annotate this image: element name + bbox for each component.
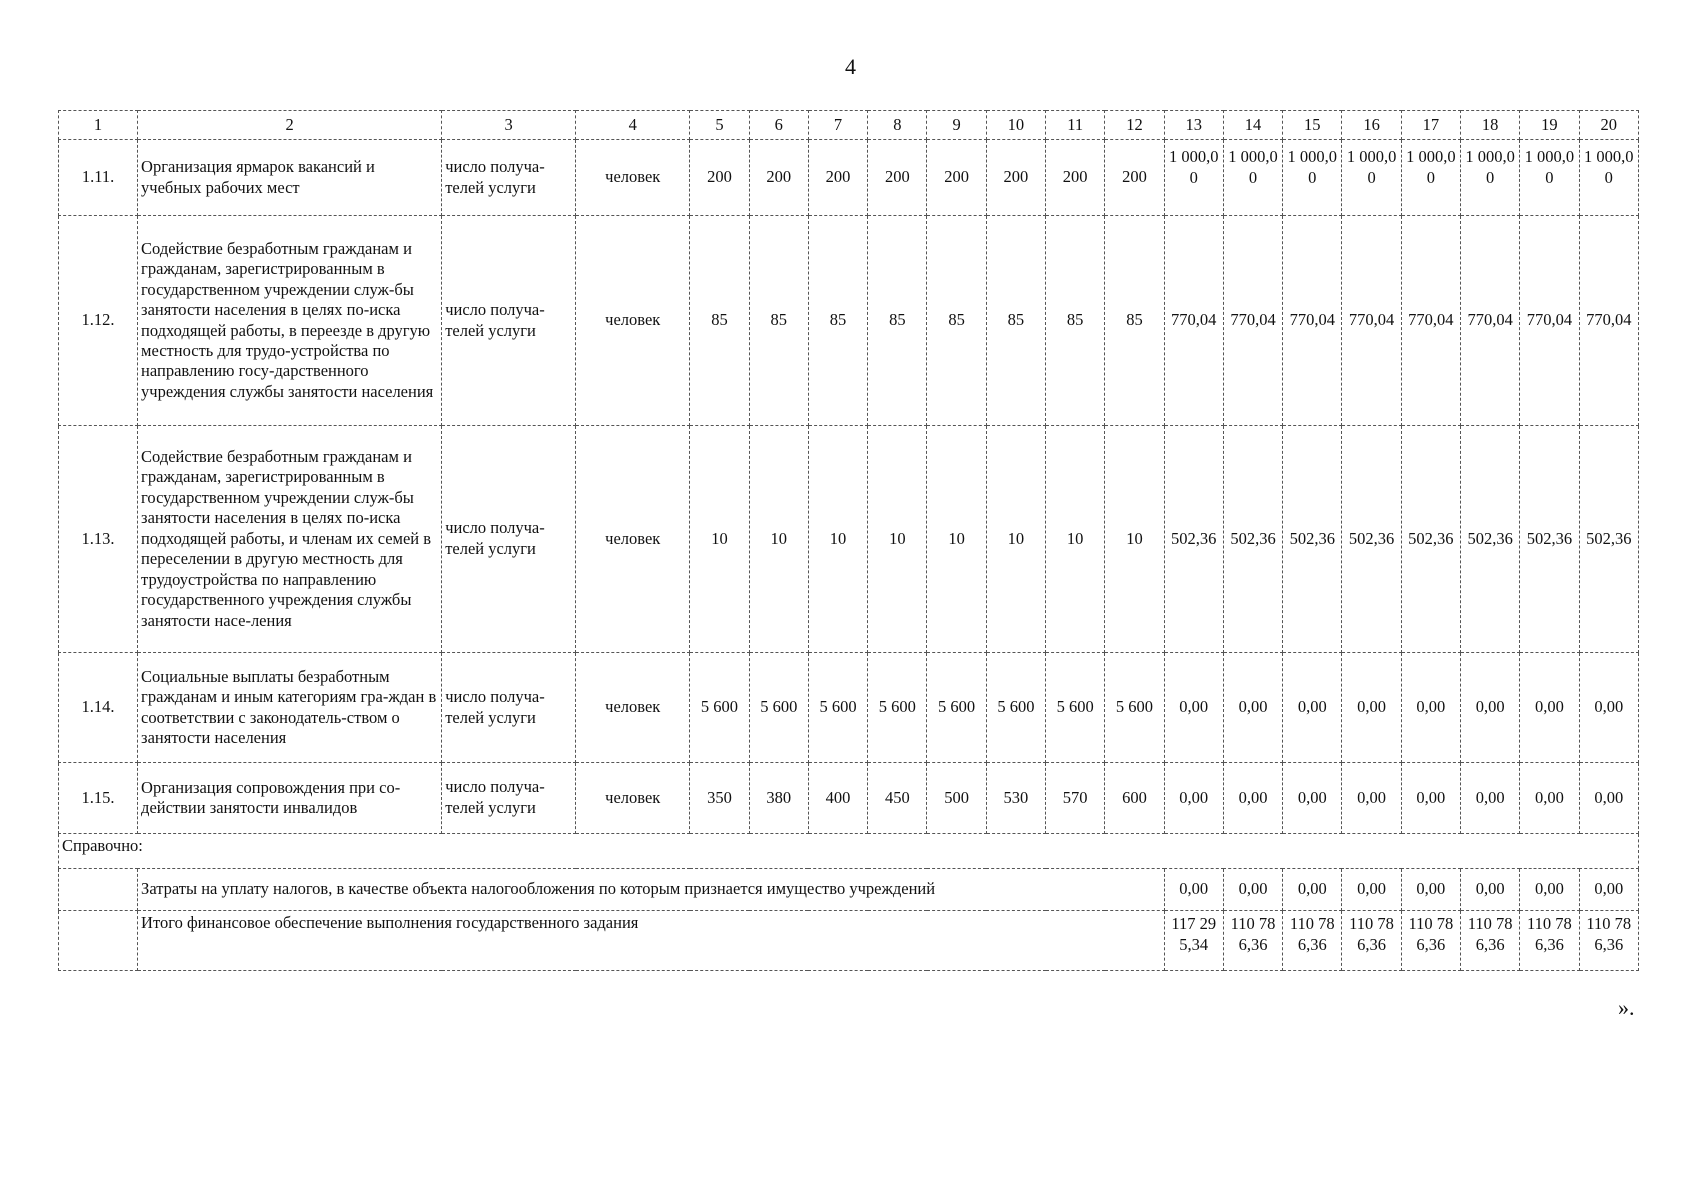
value-cell: 500 [927,763,986,834]
value-cell: 200 [1046,140,1105,216]
value-cell: 85 [986,216,1045,426]
closing-quote-mark: ». [1618,995,1635,1020]
column-header: 8 [868,111,927,140]
column-header: 14 [1223,111,1282,140]
row-number: 1.11. [59,140,138,216]
indicator-name: число получа-телей услуги [442,216,576,426]
reference-label: Справочно: [59,834,1639,869]
column-header: 15 [1283,111,1342,140]
cost-cell: 0,00 [1283,869,1342,911]
table-row [59,140,1639,216]
value-cell: 5 600 [690,653,749,763]
column-header: 19 [1520,111,1579,140]
table-row [59,653,1639,763]
cost-cell: 0,00 [1342,763,1401,834]
cost-cell: 770,04 [1520,216,1579,426]
total-cost-cell: 110 786,36 [1401,911,1460,971]
total-row-label: Итого финансовое обеспечение выполнения государственного задания [138,911,1165,971]
cost-cell: 502,36 [1460,426,1519,653]
column-header: 4 [576,111,690,140]
cost-cell: 502,36 [1342,426,1401,653]
cost-cell: 0,00 [1164,653,1223,763]
cost-cell: 1 000,00 [1342,140,1401,216]
value-cell: 200 [986,140,1045,216]
cost-cell: 0,00 [1520,653,1579,763]
row-number: 1.14. [59,653,138,763]
cost-cell: 0,00 [1164,869,1223,911]
cost-cell: 1 000,00 [1460,140,1519,216]
cost-cell: 0,00 [1164,763,1223,834]
value-cell: 200 [808,140,867,216]
total-cost-cell: 110 786,36 [1283,911,1342,971]
column-header: 16 [1342,111,1401,140]
page-number: 4 [845,54,856,79]
column-header: 1 [59,111,138,140]
financial-table [58,110,1639,971]
column-header: 13 [1164,111,1223,140]
service-name: Организация сопровождения при со-действии занятости инвалидов [138,763,442,834]
reference-row [59,834,1639,869]
value-cell: 10 [1105,426,1164,653]
column-header: 9 [927,111,986,140]
unit-of-measure: человек [576,426,690,653]
value-cell: 350 [690,763,749,834]
row-number: 1.13. [59,426,138,653]
service-name: Социальные выплаты безработным гражданам и иным категориям гра-ждан в соответствии с законодатель-ством о занятости населения [138,653,442,763]
cost-cell: 502,36 [1520,426,1579,653]
indicator-name: число получа-телей услуги [442,763,576,834]
value-cell: 85 [1046,216,1105,426]
cost-cell: 0,00 [1342,869,1401,911]
cost-cell: 0,00 [1579,653,1638,763]
cost-cell: 770,04 [1579,216,1638,426]
value-cell: 200 [927,140,986,216]
service-name: Содействие безработным гражданам и гражданам, зарегистрированным в государственном учреждении служ-бы занятости населения в целях по-иска подходящей работы, и членам их семей в переселении в другую местность для трудоустройства по направлению государственного учреждения службы занятости насе-ления [138,426,442,653]
column-header: 11 [1046,111,1105,140]
tax-row-label: Затраты на уплату налогов, в качестве объекта налогообложения по которым признается имущество учреждений [138,869,1165,911]
unit-of-measure: человек [576,216,690,426]
value-cell: 380 [749,763,808,834]
value-cell: 85 [927,216,986,426]
cost-cell: 1 000,00 [1164,140,1223,216]
value-cell: 200 [868,140,927,216]
value-cell: 530 [986,763,1045,834]
empty-cell [59,911,138,971]
value-cell: 10 [1046,426,1105,653]
empty-cell [59,869,138,911]
cost-cell: 502,36 [1223,426,1282,653]
indicator-name: число получа-телей услуги [442,653,576,763]
cost-cell: 770,04 [1164,216,1223,426]
total-cost-cell: 117 295,34 [1164,911,1223,971]
cost-cell: 0,00 [1460,653,1519,763]
value-cell: 85 [749,216,808,426]
column-header: 10 [986,111,1045,140]
value-cell: 570 [1046,763,1105,834]
cost-cell: 0,00 [1342,653,1401,763]
cost-cell: 0,00 [1460,869,1519,911]
column-header: 12 [1105,111,1164,140]
value-cell: 85 [1105,216,1164,426]
cost-cell: 0,00 [1223,869,1282,911]
column-header: 18 [1460,111,1519,140]
table-row [59,426,1639,653]
cost-cell: 0,00 [1579,763,1638,834]
cost-cell: 502,36 [1401,426,1460,653]
value-cell: 5 600 [1105,653,1164,763]
column-header: 5 [690,111,749,140]
indicator-name: число получа-телей услуги [442,426,576,653]
total-row [59,911,1639,971]
column-header: 3 [442,111,576,140]
cost-cell: 770,04 [1223,216,1282,426]
table-row [59,216,1639,426]
total-cost-cell: 110 786,36 [1520,911,1579,971]
cost-cell: 0,00 [1460,763,1519,834]
value-cell: 10 [986,426,1045,653]
value-cell: 85 [690,216,749,426]
value-cell: 5 600 [868,653,927,763]
column-header: 2 [138,111,442,140]
cost-cell: 0,00 [1283,763,1342,834]
value-cell: 10 [927,426,986,653]
service-name: Организация ярмарок вакансий и учебных рабочих мест [138,140,442,216]
unit-of-measure: человек [576,763,690,834]
cost-cell: 0,00 [1579,869,1638,911]
cost-cell: 1 000,00 [1401,140,1460,216]
value-cell: 10 [690,426,749,653]
unit-of-measure: человек [576,140,690,216]
table-row [59,763,1639,834]
indicator-name: число получа-телей услуги [442,140,576,216]
value-cell: 10 [868,426,927,653]
column-header-row [59,111,1639,140]
unit-of-measure: человек [576,653,690,763]
value-cell: 200 [690,140,749,216]
value-cell: 5 600 [1046,653,1105,763]
column-header: 6 [749,111,808,140]
value-cell: 10 [808,426,867,653]
value-cell: 85 [808,216,867,426]
value-cell: 400 [808,763,867,834]
cost-cell: 0,00 [1520,869,1579,911]
value-cell: 5 600 [927,653,986,763]
total-cost-cell: 110 786,36 [1460,911,1519,971]
service-name: Содействие безработным гражданам и гражданам, зарегистрированным в государственном учреждении служ-бы занятости населения в целях по-иска подходящей работы, в переезде в другую местность для трудо-устройства по направлению госу-дарственного учреждения службы занятости населения [138,216,442,426]
row-number: 1.15. [59,763,138,834]
column-header: 7 [808,111,867,140]
cost-cell: 770,04 [1342,216,1401,426]
cost-cell: 770,04 [1283,216,1342,426]
cost-cell: 502,36 [1164,426,1223,653]
total-cost-cell: 110 786,36 [1579,911,1638,971]
value-cell: 10 [749,426,808,653]
value-cell: 5 600 [808,653,867,763]
column-header: 17 [1401,111,1460,140]
total-cost-cell: 110 786,36 [1342,911,1401,971]
cost-cell: 0,00 [1223,763,1282,834]
cost-cell: 770,04 [1401,216,1460,426]
cost-cell: 502,36 [1283,426,1342,653]
column-header: 20 [1579,111,1638,140]
cost-cell: 1 000,00 [1579,140,1638,216]
value-cell: 450 [868,763,927,834]
cost-cell: 1 000,00 [1223,140,1282,216]
cost-cell: 502,36 [1579,426,1638,653]
tax-row [59,869,1639,911]
cost-cell: 0,00 [1283,653,1342,763]
value-cell: 200 [749,140,808,216]
cost-cell: 0,00 [1401,869,1460,911]
total-cost-cell: 110 786,36 [1223,911,1282,971]
value-cell: 5 600 [986,653,1045,763]
cost-cell: 0,00 [1223,653,1282,763]
cost-cell: 0,00 [1401,763,1460,834]
value-cell: 200 [1105,140,1164,216]
cost-cell: 1 000,00 [1520,140,1579,216]
value-cell: 600 [1105,763,1164,834]
cost-cell: 0,00 [1520,763,1579,834]
cost-cell: 770,04 [1460,216,1519,426]
value-cell: 5 600 [749,653,808,763]
row-number: 1.12. [59,216,138,426]
cost-cell: 0,00 [1401,653,1460,763]
cost-cell: 1 000,00 [1283,140,1342,216]
value-cell: 85 [868,216,927,426]
